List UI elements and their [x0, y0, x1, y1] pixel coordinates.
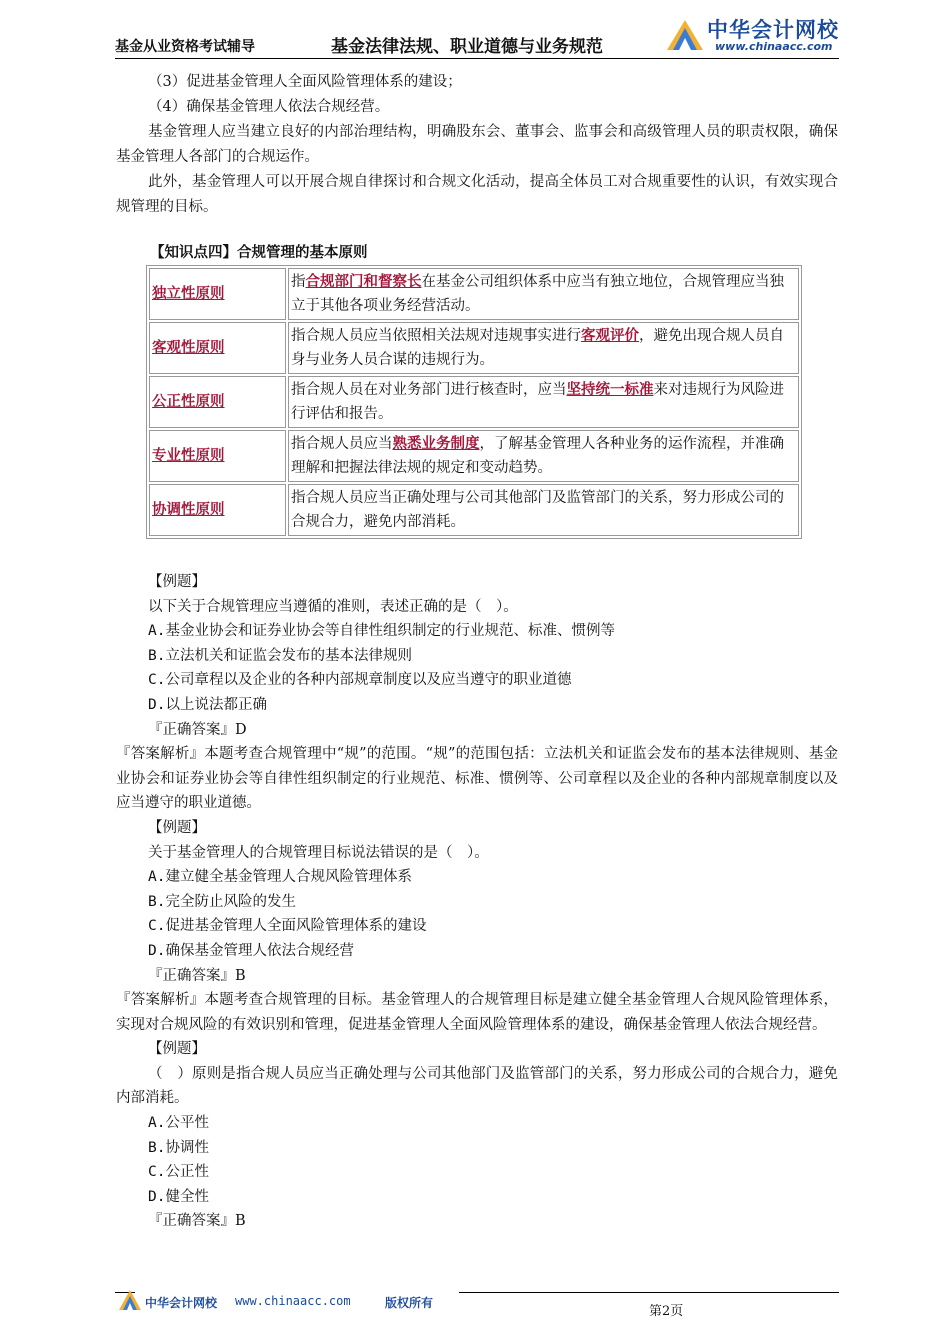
example-label: 【例题】 [148, 1041, 206, 1058]
principle-name-cell[interactable] [149, 430, 286, 482]
option-b: B.完全防止风险的发生 [148, 893, 296, 910]
correct-answer: 『正确答案』B [148, 1213, 246, 1230]
principle-desc-cell [288, 376, 799, 428]
option-a: A.基金业协会和证券业协会等自律性组织制定的行业规范、标准、惯例等 [148, 623, 615, 640]
footer-logo-triangle-icon [117, 1288, 143, 1312]
correct-answer: 『正确答案』B [148, 967, 246, 984]
intro-paragraph: 基金管理人应当建立良好的内部治理结构，明确股东会、董事会、监事会和高级管理人员的职责权限，确保基金管理人各部门的合规运作。 [116, 124, 838, 165]
header-rule [115, 58, 839, 59]
footer-url[interactable]: www.chinaacc.com [235, 1294, 351, 1308]
principle-name-cell[interactable] [149, 322, 286, 374]
examples-section [116, 570, 838, 1234]
desc-text: ，了解基金管理人各种业务的运作流程，并准确理解和把握法律法规的规定和变动趋势。 [291, 436, 784, 476]
table-row [149, 430, 799, 482]
page-header [115, 18, 839, 60]
principle-name-cell[interactable] [149, 268, 286, 320]
option-c: C.公司章程以及企业的各种内部规章制度以及应当遵守的职业道德 [148, 672, 572, 689]
correct-answer: 『正确答案』D [148, 721, 247, 738]
principle-desc-cell [288, 484, 799, 536]
page-number: 第2页 [649, 1304, 684, 1319]
desc-highlight[interactable]: 坚持统一标准 [566, 381, 654, 398]
option-b: B.协调性 [148, 1139, 209, 1156]
principle-name-cell[interactable] [149, 484, 286, 536]
example-label: 【例题】 [148, 574, 206, 590]
principle-desc-cell [288, 322, 799, 374]
option-c: C.公正性 [148, 1164, 209, 1181]
table-row [149, 376, 799, 428]
option-b: B.立法机关和证监会发布的基本法律规则 [148, 647, 412, 664]
principle-name[interactable]: 协调性原则 [152, 501, 225, 518]
intro-section [116, 70, 838, 220]
principle-name[interactable]: 独立性原则 [152, 285, 225, 302]
principle-name[interactable]: 公正性原则 [152, 393, 225, 410]
desc-text: 指 [291, 274, 306, 290]
principle-desc-cell [288, 268, 799, 320]
option-d: D.健全性 [148, 1188, 209, 1205]
example-label: 【例题】 [148, 819, 206, 836]
desc-text: 在基金公司组织体系中应当有独立地位，合规管理应当独立于其他各项业务经营活动。 [291, 274, 784, 314]
footer-logo-name: 中华会计网校 [145, 1296, 218, 1310]
table-row [149, 322, 799, 374]
example-question: 关于基金管理人的合规管理目标说法错误的是（ ）。 [148, 844, 489, 861]
header-center-title: 基金法律法规、职业道德与业务规范 [331, 37, 603, 57]
desc-text: 指合规人员应当依照相关法规对违规事实进行 [291, 328, 581, 344]
intro-item-4: （4）确保基金管理人依法合规经营。 [148, 99, 390, 115]
principle-name[interactable]: 专业性原则 [152, 447, 225, 464]
option-c: C.促进基金管理人全面风险管理体系的建设 [148, 918, 427, 935]
page-footer [115, 1288, 839, 1328]
logo-triangle-icon [663, 16, 705, 54]
desc-text: 来对违规行为风险进行评估和报告。 [291, 382, 784, 422]
example-question: 以下关于合规管理应当遵循的准则，表述正确的是（ ）。 [148, 598, 518, 615]
option-d: D.确保基金管理人依法合规经营 [148, 942, 354, 959]
desc-highlight[interactable]: 熟悉业务制度 [392, 435, 480, 452]
intro-paragraph: 此外，基金管理人可以开展合规自律探讨和合规文化活动，提高全体员工对合规重要性的认识，有效实现合规管理的目标。 [116, 174, 838, 215]
option-d: D.以上说法都正确 [148, 696, 267, 713]
table-row [149, 268, 799, 320]
footer-copyright: 版权所有 [385, 1296, 434, 1310]
intro-item-3: （3）促进基金管理人全面风险管理体系的建设； [148, 74, 462, 90]
footer-rule-right [459, 1292, 839, 1293]
option-a: A.公平性 [148, 1115, 209, 1132]
desc-text: 指合规人员应当 [291, 436, 393, 452]
desc-text: ，避免出现合规人员自身与业务人员合谋的违规行为。 [291, 328, 784, 368]
desc-highlight[interactable]: 客观评价 [581, 327, 639, 344]
principle-desc-cell [288, 430, 799, 482]
principle-name[interactable]: 客观性原则 [152, 339, 225, 356]
logo-url[interactable]: www.chinaacc.com [715, 40, 833, 53]
desc-text: 指合规人员在对业务部门进行核查时，应当 [291, 382, 567, 398]
header-logo[interactable] [663, 14, 843, 54]
answer-analysis: 『答案解析』本题考查合规管理的目标。基金管理人的合规管理目标是建立健全基金管理人合规风险管理体系，实现对合规风险的有效识别和管理，促进基金管理人全面风险管理体系的建设，确保基金管理人依法合规经营。 [116, 992, 838, 1033]
logo-name: 中华会计网校 [707, 18, 839, 42]
knowledge-point-title: 【知识点四】合规管理的基本原则 [150, 244, 368, 261]
answer-analysis: 『答案解析』本题考查合规管理中“规”的范围。“规”的范围包括：立法机关和证监会发布的基本法律规则、基金业协会和证券业协会等自律性组织制定的行业规范、标准、惯例等、公司章程以及企业的各种内部规章制度以及应当遵守的职业道德。 [116, 746, 838, 812]
desc-text: 指合规人员应当正确处理与公司其他部门及监管部门的关系，努力形成公司的合规合力，避免内部消耗。 [291, 490, 784, 530]
header-left-title: 基金从业资格考试辅导 [115, 39, 255, 55]
table-row [149, 484, 799, 536]
principle-name-cell[interactable] [149, 376, 286, 428]
example-question: （ ）原则是指合规人员应当正确处理与公司其他部门及监管部门的关系，努力形成公司的合规合力，避免内部消耗。 [116, 1065, 838, 1107]
principles-table [146, 265, 802, 539]
desc-highlight[interactable]: 合规部门和督察长 [305, 273, 422, 290]
option-a: A.建立健全基金管理人合规风险管理体系 [148, 869, 412, 886]
